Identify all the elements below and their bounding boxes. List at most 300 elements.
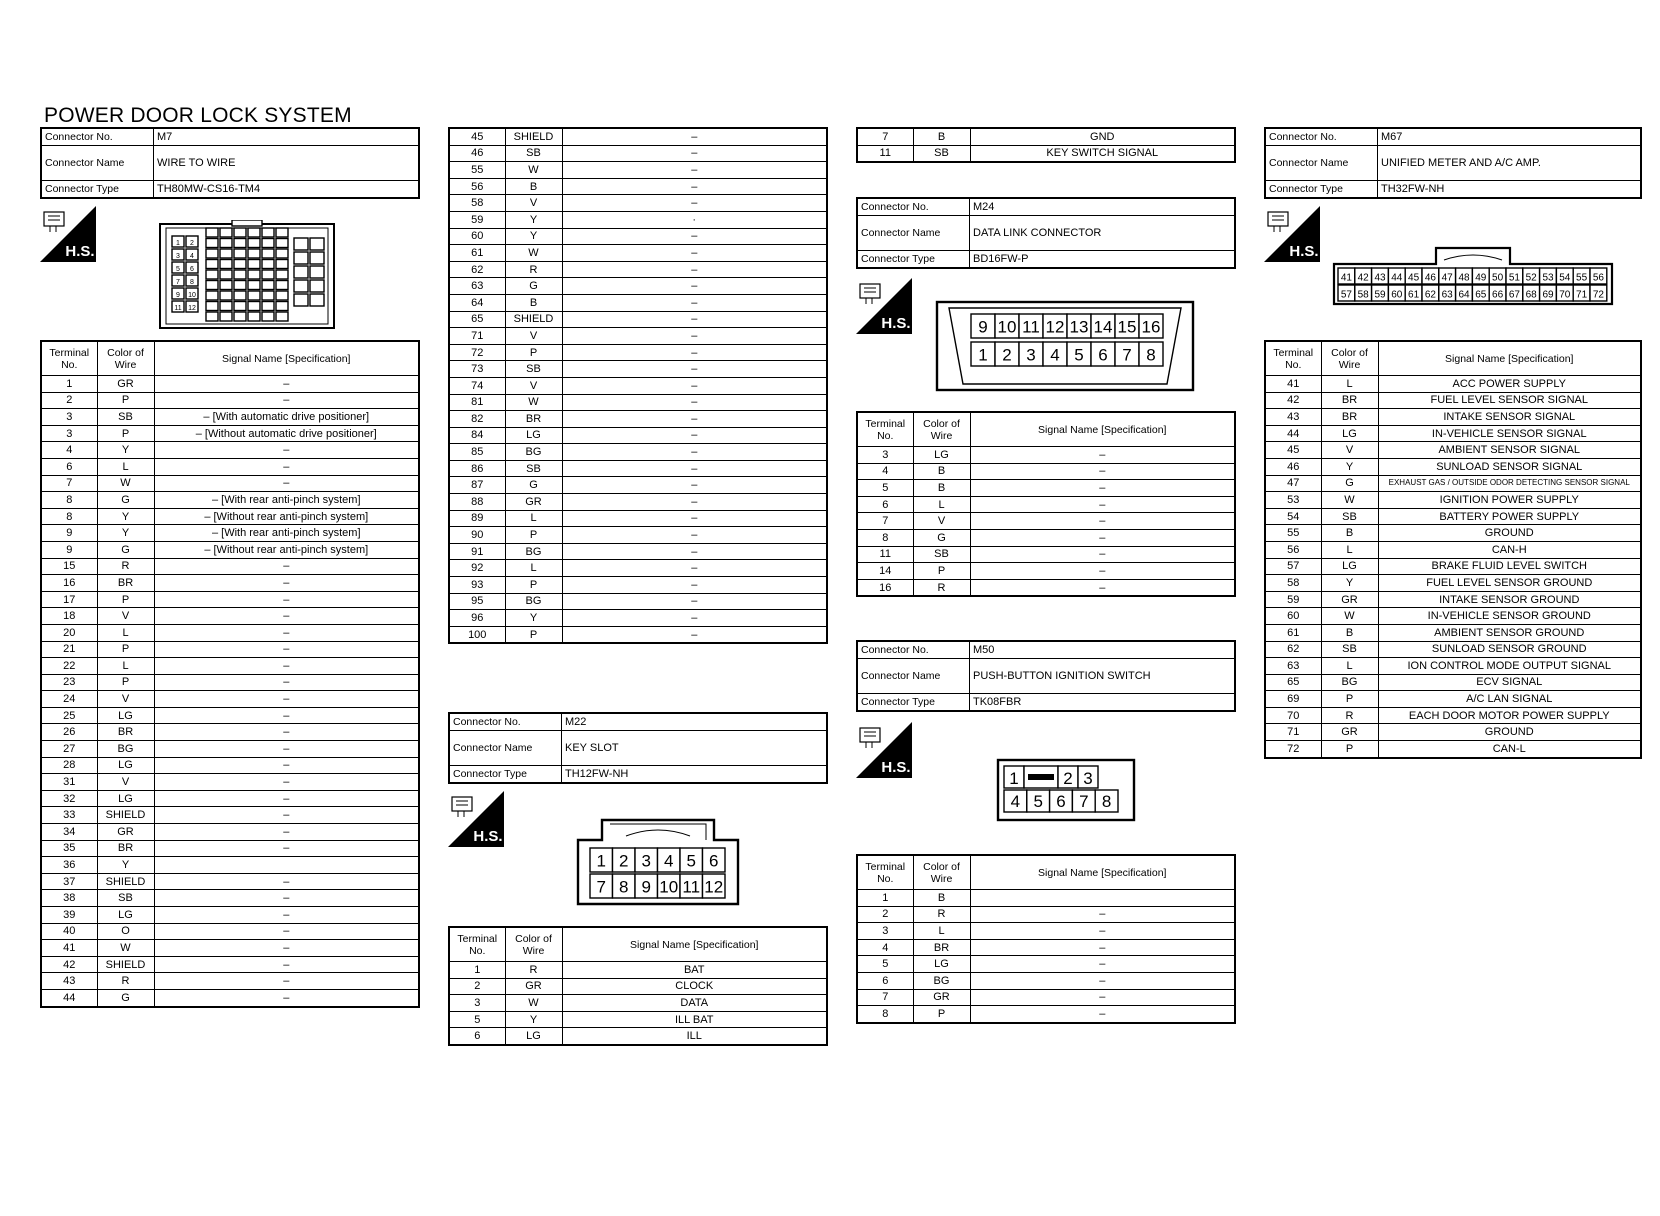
wire-color-cell: LG [97,907,154,924]
wire-color-cell: Y [505,211,562,228]
connector-no-label: Connector No. [857,641,970,659]
wire-color-cell: P [1321,741,1378,758]
connector-no-label: Connector No. [41,128,154,146]
signal-name-cell: – [154,923,419,940]
hs-label: H.S. [881,315,911,332]
signal-name-cell: – [154,575,419,592]
m67-terminal-table [1264,340,1642,759]
signal-name-cell: – [562,626,827,643]
terminal-no-cell: 86 [449,460,505,477]
terminal-no-cell: 59 [449,211,505,228]
wire-color-cell: B [913,128,970,145]
m7-terminal-table-continued [448,127,828,644]
wire-color-cell: B [913,463,970,480]
m24-connector-type: BD16FW-P [970,251,1236,269]
signal-name-cell: – [970,529,1235,546]
wire-color-cell: SHIELD [97,873,154,890]
table-row [449,211,827,228]
signal-name-cell: – [154,376,419,393]
connector-pin-label: 12 [1045,317,1065,337]
connector-pin [276,228,288,237]
table-row [857,128,1235,145]
connector-pin [220,270,232,279]
table-row [41,741,419,758]
connector-pin [248,249,260,258]
terminal-no-cell: 16 [41,575,97,592]
connector-pin-label: 55 [1576,272,1588,284]
terminal-no-cell: 53 [1265,492,1321,509]
connector-pin [262,312,274,321]
connector-pin-label: 14 [1093,317,1113,337]
connector-pin [248,228,260,237]
terminal-no-header: Terminal No. [857,855,913,890]
table-row [449,294,827,311]
signal-name-cell: IGNITION POWER SUPPLY [1378,492,1641,509]
table-row [857,939,1235,956]
table-row [1265,475,1641,492]
wire-color-cell: V [97,774,154,791]
table-row [1265,741,1641,758]
harness-side-icon [856,278,912,334]
wire-color-cell: G [1321,475,1378,492]
connector-pin [220,228,232,237]
connector-pin-label: 48 [1458,272,1470,284]
connector-name-label: Connector Name [857,216,970,251]
wire-color-cell: G [913,529,970,546]
terminal-no-cell: 46 [449,145,505,162]
connector-pin-label: 60 [1391,289,1403,301]
m24-terminal-table [856,411,1236,597]
terminal-no-cell: 22 [41,658,97,675]
wire-color-cell: R [913,579,970,596]
table-row [41,376,419,393]
harness-side-icon [1264,206,1320,262]
table-row [449,278,827,295]
wire-color-cell: R [505,962,562,979]
wire-color-cell: L [505,510,562,527]
table-row [449,162,827,179]
terminal-no-cell: 60 [449,228,505,245]
terminal-no-cell: 9 [41,525,97,542]
signal-name-cell: – [562,245,827,262]
table-row [449,394,827,411]
connector-pin-label: 15 [1117,317,1137,337]
m7-connector-info [40,127,420,199]
terminal-no-cell: 3 [449,995,505,1012]
table-row [449,527,827,544]
table-row [1265,508,1641,525]
m50-terminal-table [856,854,1236,1024]
connector-pin-label: 72 [1592,289,1604,301]
signal-name-cell: – [With rear anti-pinch system] [154,492,419,509]
terminal-no-cell: 59 [1265,591,1321,608]
table-row [449,543,827,560]
table-row [41,940,419,957]
wire-color-cell: R [505,261,562,278]
signal-name-cell: – [562,294,827,311]
connector-pin-label: 44 [1391,272,1403,284]
terminal-no-cell: 2 [857,906,913,923]
signal-name-cell: ILL BAT [562,1011,827,1028]
color-of-wire-header: Color of Wire [1321,341,1378,376]
signal-name-cell: – [154,973,419,990]
m67-connector-no: M67 [1378,128,1642,146]
connector-pin [294,252,308,264]
wire-color-cell: P [913,563,970,580]
table-row [41,857,419,874]
table-row [41,807,419,824]
signal-name-cell: IN-VEHICLE SENSOR GROUND [1378,608,1641,625]
signal-name-cell: – [Without rear anti-pinch system] [154,541,419,558]
table-row [449,494,827,511]
connector-no-label: Connector No. [1265,128,1378,146]
connector-pin-label: 46 [1424,272,1436,284]
table-row [449,1011,827,1028]
table-row [1265,392,1641,409]
signal-name-cell: EACH DOOR MOTOR POWER SUPPLY [1378,707,1641,724]
terminal-no-header: Terminal No. [41,341,97,376]
connector-pin [206,281,218,290]
connector-name-label: Connector Name [857,659,970,694]
connector-pin [220,260,232,269]
m67-connector-type: TH32FW-NH [1378,181,1642,199]
connector-pin [294,266,308,278]
table-row [41,757,419,774]
wire-color-cell: Y [1321,575,1378,592]
table-row [41,923,419,940]
signal-name-cell: – [562,162,827,179]
terminal-no-cell: 96 [449,610,505,627]
wire-color-cell: V [505,195,562,212]
wire-color-cell: L [1321,541,1378,558]
wire-color-cell: SB [1321,508,1378,525]
signal-name-cell: – [970,1006,1235,1023]
connector-no-label: Connector No. [857,198,970,216]
wire-color-cell: BG [505,593,562,610]
table-row [41,724,419,741]
table-row [857,1006,1235,1023]
table-row [857,463,1235,480]
color-of-wire-header: Color of Wire [97,341,154,376]
connector-pin-label: 58 [1357,289,1369,301]
signal-name-cell: – [154,940,419,957]
wire-color-cell: GR [1321,724,1378,741]
connector-pin-label: 11 [174,305,182,312]
connector-pin-label: 8 [1101,792,1112,812]
table-row [41,790,419,807]
table-row [449,311,827,328]
terminal-no-header: Terminal No. [1265,341,1321,376]
wire-color-cell: B [913,890,970,907]
terminal-no-cell: 44 [41,989,97,1006]
terminal-no-cell: 85 [449,444,505,461]
harness-side-icon [856,722,912,778]
terminal-no-cell: 1 [41,376,97,393]
signal-name-cell: – [562,593,827,610]
signal-name-cell: – [970,579,1235,596]
connector-pin [248,291,260,300]
terminal-no-cell: 100 [449,626,505,643]
terminal-no-cell: 9 [41,541,97,558]
connector-pin [206,249,218,258]
connector-pin-label: 5 [1074,345,1084,365]
wire-color-cell: R [97,558,154,575]
m67-connector-face-icon [1332,246,1614,306]
table-row [41,591,419,608]
wire-color-cell: BR [1321,392,1378,409]
signal-name-cell: AMBIENT SENSOR GROUND [1378,624,1641,641]
connector-pin-label: 9 [978,317,988,337]
signal-name-cell: – [Without automatic drive positioner] [154,425,419,442]
wire-color-cell: P [913,1006,970,1023]
signal-name-cell: KEY SWITCH SIGNAL [970,145,1235,162]
connector-pin-label: 4 [664,851,674,871]
terminal-no-cell: 11 [857,546,913,563]
connector-pin [262,228,274,237]
wire-color-cell: L [1321,376,1378,393]
terminal-no-cell: 11 [857,145,913,162]
terminal-no-cell: 6 [857,496,913,513]
table-row [857,972,1235,989]
m22-connector-type: TH12FW-NH [562,766,828,784]
connector-pin [262,270,274,279]
connector-pin-label: 64 [1458,289,1470,301]
wire-color-cell: W [505,245,562,262]
table-row [41,973,419,990]
signal-name-cell: – [562,228,827,245]
terminal-no-cell: 16 [857,579,913,596]
table-row [1265,458,1641,475]
wire-color-cell: G [505,477,562,494]
signal-name-cell: INTAKE SENSOR SIGNAL [1378,409,1641,426]
table-row [41,442,419,459]
table-row [449,195,827,212]
connector-pin-label: 2 [1002,345,1012,365]
terminal-no-cell: 47 [1265,475,1321,492]
wire-color-cell: W [97,475,154,492]
signal-name-cell: – [562,311,827,328]
terminal-no-cell: 58 [449,195,505,212]
signal-name-cell: – [154,458,419,475]
connector-pin [276,249,288,258]
m24-connector-no: M24 [970,198,1236,216]
table-row [1265,575,1641,592]
terminal-no-cell: 17 [41,591,97,608]
table-row [41,873,419,890]
wire-color-cell: LG [97,790,154,807]
connector-pin-label: 61 [1408,289,1420,301]
wire-color-cell: V [1321,442,1378,459]
m67-connector-info [1264,127,1642,199]
connector-pin-label: 6 [1056,792,1066,812]
connector-pin [262,239,274,248]
wire-color-cell: L [1321,658,1378,675]
table-row [1265,724,1641,741]
table-row [857,496,1235,513]
table-row [449,145,827,162]
signal-name-cell: – [562,344,827,361]
connector-pin-label: 7 [1122,345,1132,365]
wire-color-cell: R [97,973,154,990]
signal-name-cell: – [562,427,827,444]
wire-color-cell: P [505,626,562,643]
signal-name-cell: CAN-H [1378,541,1641,558]
connector-pin [276,312,288,321]
signal-name-cell: – [Without rear anti-pinch system] [154,508,419,525]
terminal-no-cell: 2 [41,392,97,409]
signal-name-cell: – [562,278,827,295]
wire-color-cell: Y [505,1011,562,1028]
connector-pin-label: 65 [1475,289,1487,301]
m22-terminal-table-continued [856,127,1236,163]
wire-color-cell: GR [97,824,154,841]
terminal-no-cell: 82 [449,411,505,428]
terminal-no-cell: 93 [449,577,505,594]
terminal-no-cell: 8 [857,1006,913,1023]
terminal-no-cell: 43 [1265,409,1321,426]
signal-name-cell: – [562,261,827,278]
terminal-no-cell: 33 [41,807,97,824]
table-row [857,579,1235,596]
table-row [857,529,1235,546]
connector-pin-label: 5 [1033,792,1043,812]
signal-name-cell: GND [970,128,1235,145]
wire-color-cell: W [97,940,154,957]
table-row [41,608,419,625]
signal-name-cell: – [562,494,827,511]
connector-pin-label: 6 [1098,345,1108,365]
signal-name-cell: – [154,591,419,608]
terminal-no-cell: 7 [857,128,913,145]
hs-label: H.S. [65,243,95,260]
table-row [857,923,1235,940]
wire-color-cell: G [97,541,154,558]
signal-name-cell: ECV SIGNAL [1378,674,1641,691]
wire-color-cell: P [505,344,562,361]
connector-pin [206,270,218,279]
connector-pin-label: 11 [1022,317,1040,337]
table-row [1265,641,1641,658]
wire-color-cell: L [913,496,970,513]
signal-name-cell: – [154,807,419,824]
table-row [1265,658,1641,675]
terminal-no-cell: 72 [449,344,505,361]
wire-color-cell: SB [1321,641,1378,658]
table-row [449,460,827,477]
connector-type-label: Connector Type [41,181,154,199]
connector-pin-label: 6 [709,851,719,871]
signal-name-cell: – [154,890,419,907]
terminal-no-cell: 6 [857,972,913,989]
signal-name-cell: FUEL LEVEL SENSOR GROUND [1378,575,1641,592]
wire-color-cell: L [97,458,154,475]
terminal-no-cell: 43 [41,973,97,990]
wire-color-cell: V [505,377,562,394]
table-row [1265,558,1641,575]
wire-color-cell: Y [505,228,562,245]
signal-name-cell: CAN-L [1378,741,1641,758]
terminal-no-header: Terminal No. [857,412,913,447]
wire-color-cell: Y [97,442,154,459]
table-row [449,261,827,278]
table-row [1265,591,1641,608]
wire-color-cell: B [505,294,562,311]
wire-color-cell: BR [913,939,970,956]
wire-color-cell: LG [97,757,154,774]
terminal-no-cell: 8 [41,492,97,509]
terminal-no-cell: 39 [41,907,97,924]
terminal-no-cell: 21 [41,641,97,658]
table-row [41,475,419,492]
connector-pin [310,238,324,250]
signal-name-cell: EXHAUST GAS / OUTSIDE ODOR DETECTING SENSOR SIGNAL [1378,475,1641,492]
terminal-no-cell: 3 [41,425,97,442]
terminal-no-cell: 36 [41,857,97,874]
wire-color-cell: V [505,328,562,345]
wire-color-cell: SHIELD [97,807,154,824]
table-row [1265,376,1641,393]
terminal-no-cell: 4 [857,939,913,956]
connector-pin [220,249,232,258]
table-row [449,344,827,361]
wire-color-cell: BG [913,972,970,989]
wire-color-cell: L [97,658,154,675]
wire-color-cell: B [1321,525,1378,542]
table-row [41,707,419,724]
table-row [857,563,1235,580]
wire-color-cell: W [1321,608,1378,625]
wire-color-cell: SHIELD [97,956,154,973]
terminal-no-cell: 84 [449,427,505,444]
connector-pin-label: 5 [176,266,180,273]
connector-pin-label: 1 [978,345,988,365]
signal-name-cell: ILL [562,1028,827,1045]
wire-color-cell: LG [505,1028,562,1045]
terminal-no-cell: 56 [449,178,505,195]
m7-connector-name: WIRE TO WIRE [154,146,420,181]
wire-color-cell: W [1321,492,1378,509]
harness-side-icon [448,791,504,847]
wire-color-cell: LG [913,956,970,973]
wire-color-cell: SB [505,361,562,378]
table-row [449,361,827,378]
terminal-no-cell: 5 [857,480,913,497]
table-row [449,411,827,428]
connector-pin-label: 52 [1525,272,1537,284]
wire-color-cell: V [97,608,154,625]
wire-color-cell: BR [505,411,562,428]
connector-pin-label: 6 [190,266,194,273]
connector-pin [206,302,218,311]
connector-pin-label: 71 [1576,289,1588,301]
wire-color-cell: W [505,995,562,1012]
wire-color-cell: G [505,278,562,295]
table-row [41,425,419,442]
signal-name-cell: A/C LAN SIGNAL [1378,691,1641,708]
signal-name-cell: – [562,477,827,494]
signal-name-cell: CLOCK [562,978,827,995]
terminal-no-cell: 87 [449,477,505,494]
connector-pin-label: 47 [1441,272,1453,284]
wire-color-cell: BG [97,741,154,758]
table-row [41,907,419,924]
connector-pin-label: 2 [190,240,194,247]
connector-pin [206,239,218,248]
wire-color-cell: Y [97,508,154,525]
connector-pin [294,294,308,306]
table-row [1265,541,1641,558]
terminal-no-cell: 55 [449,162,505,179]
